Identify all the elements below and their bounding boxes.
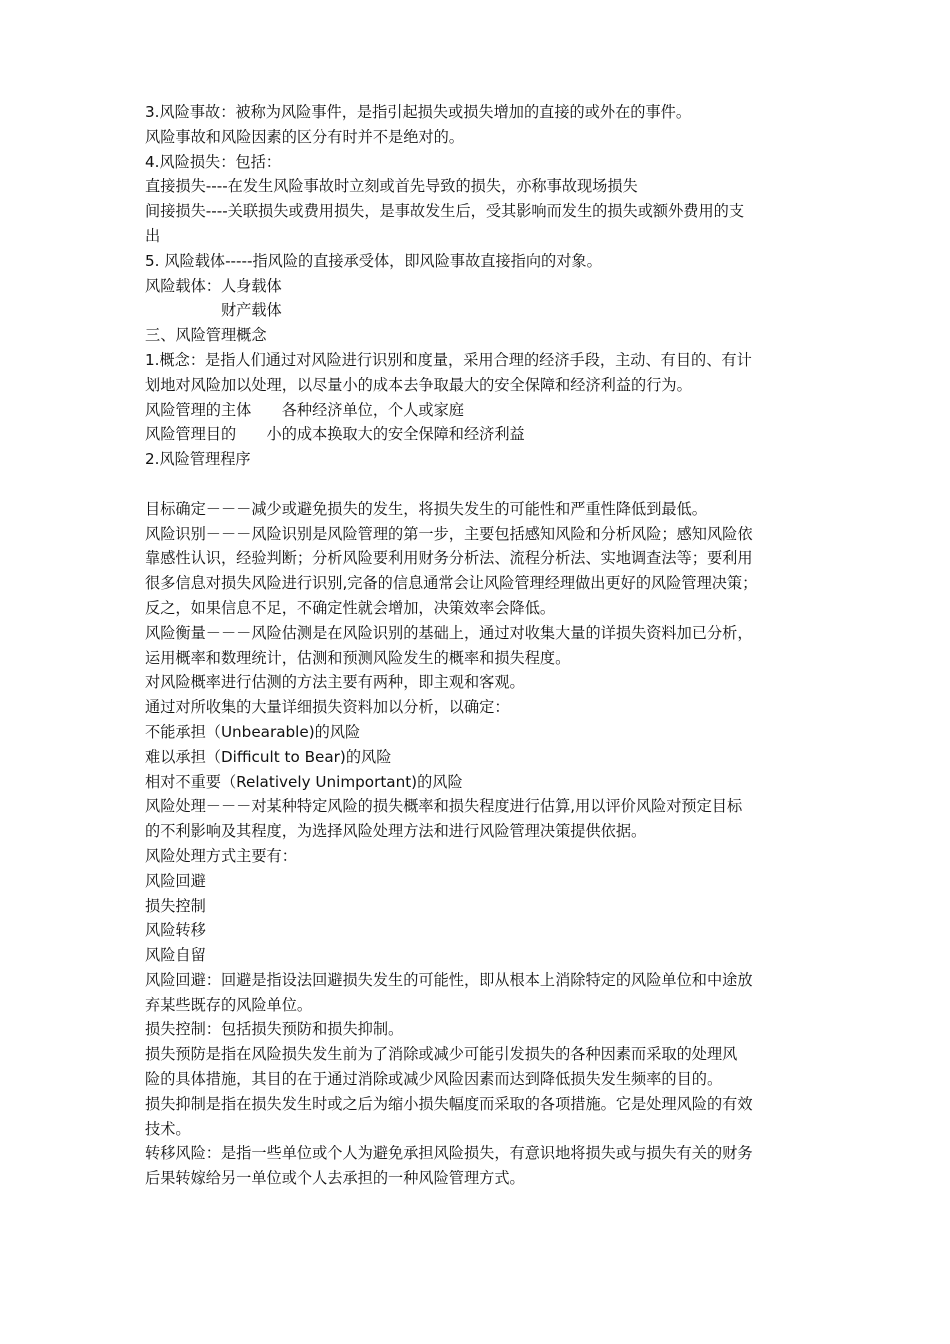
text-line: 很多信息对损失风险进行识别,完备的信息通常会让风险管理经理做出更好的风险管理决策； bbox=[145, 574, 758, 593]
text-line: 直接损失----在发生风险事故时立刻或首先导致的损失，亦称事故现场损失 bbox=[145, 177, 638, 196]
text-line: 风险自留 bbox=[145, 946, 206, 965]
text-line: 损失控制 bbox=[145, 896, 206, 915]
text-line: 的不利影响及其程度，为选择风险处理方法和进行风险管理决策提供依据。 bbox=[145, 822, 647, 841]
text-line: 风险衡量－－－风险估测是在风险识别的基础上，通过对收集大量的详损失资料加已分析， bbox=[145, 623, 753, 642]
text-line: 反之，如果信息不足，不确定性就会增加，决策效率会降低。 bbox=[145, 598, 556, 617]
text-line: 间接损失----关联损失或费用损失，是事故发生后，受其影响而发生的损失或额外费用的支 bbox=[145, 202, 745, 221]
text-line: 不能承担（Unbearable)的风险 bbox=[145, 722, 361, 741]
text-line: 后果转嫁给另一单位或个人去承担的一种风险管理方式。 bbox=[145, 1169, 525, 1188]
text-line: 风险载体：人身载体 bbox=[145, 276, 282, 295]
text-line: 对风险概率进行估测的方法主要有两种，即主观和客观。 bbox=[145, 673, 525, 692]
section-heading: 三、风险管理概念 bbox=[145, 326, 267, 345]
text-line: 目标确定－－－减少或避免损失的发生，将损失发生的可能性和严重性降低到最低。 bbox=[145, 499, 707, 518]
text-line: 相对不重要（Relatively Unimportant)的风险 bbox=[145, 772, 463, 791]
text-line: 3.风险事故：被称为风险事件，是指引起损失或损失增加的直接的或外在的事件。 bbox=[145, 103, 692, 121]
text-line: 损失预防是指在风险损失发生前为了消除或减少可能引发损失的各种因素而采取的处理风 bbox=[145, 1045, 738, 1064]
text-line: 转移风险：是指一些单位或个人为避免承担风险损失，有意识地将损失或与损失有关的财务 bbox=[145, 1144, 753, 1163]
text-line: 风险转移 bbox=[145, 921, 206, 940]
text-line: 损失控制：包括损失预防和损失抑制。 bbox=[145, 1020, 404, 1039]
text-line: 风险回避 bbox=[145, 871, 206, 890]
text-line: 1.概念：是指人们通过对风险进行识别和度量，采用合理的经济手段，主动、有目的、有计 bbox=[145, 350, 752, 369]
document-body bbox=[145, 100, 825, 1191]
text-line: 风险识别－－－风险识别是风险管理的第一步，主要包括感知风险和分析风险；感知风险依 bbox=[145, 524, 753, 543]
text-line: 损失抑制是指在损失发生时或之后为缩小损失幅度而采取的各项措施。它是处理风险的有效 bbox=[145, 1094, 753, 1113]
text-line: 风险回避：回避是指设法回避损失发生的可能性，即从根本上消除特定的风险单位和中途放 bbox=[145, 970, 753, 989]
text-line: 5. 风险载体-----指风险的直接承受体，即风险事故直接指向的对象。 bbox=[145, 251, 602, 270]
text-line: 风险处理方式主要有： bbox=[145, 846, 297, 865]
text-line: 4.风险损失：包括： bbox=[145, 152, 281, 171]
text-line: 财产载体 bbox=[145, 301, 282, 320]
blank-line bbox=[145, 472, 825, 497]
text-line: 划地对风险加以处理，以尽量小的成本去争取最大的安全保障和经济利益的行为。 bbox=[145, 375, 692, 394]
text-line: 靠感性认识，经验判断；分析风险要利用财务分析法、流程分析法、实地调查法等；要利用 bbox=[145, 549, 753, 568]
text-line: 险的具体措施，其目的在于通过消除或减少风险因素而达到降低损失发生频率的目的。 bbox=[145, 1070, 723, 1089]
text-line: 运用概率和数理统计，估测和预测风险发生的概率和损失程度。 bbox=[145, 648, 571, 667]
text-line: 通过对所收集的大量详细损失资料加以分析，以确定： bbox=[145, 698, 510, 717]
text-line: 风险事故和风险因素的区分有时并不是绝对的。 bbox=[145, 127, 464, 146]
text-line: 技术。 bbox=[145, 1119, 191, 1138]
text-line: 出 bbox=[145, 226, 161, 245]
text-line: 难以承担（Difficult to Bear)的风险 bbox=[145, 747, 392, 766]
text-line: 2.风险管理程序 bbox=[145, 450, 251, 469]
text-line: 弃某些既存的风险单位。 bbox=[145, 995, 313, 1014]
text-line: 风险处理－－－对某种特定风险的损失概率和损失程度进行估算,用以评价风险对预定目标 bbox=[145, 797, 743, 816]
text-line: 风险管理目的 小的成本换取大的安全保障和经济利益 bbox=[145, 425, 525, 444]
text-line: 风险管理的主体 各种经济单位，个人或家庭 bbox=[145, 400, 464, 419]
